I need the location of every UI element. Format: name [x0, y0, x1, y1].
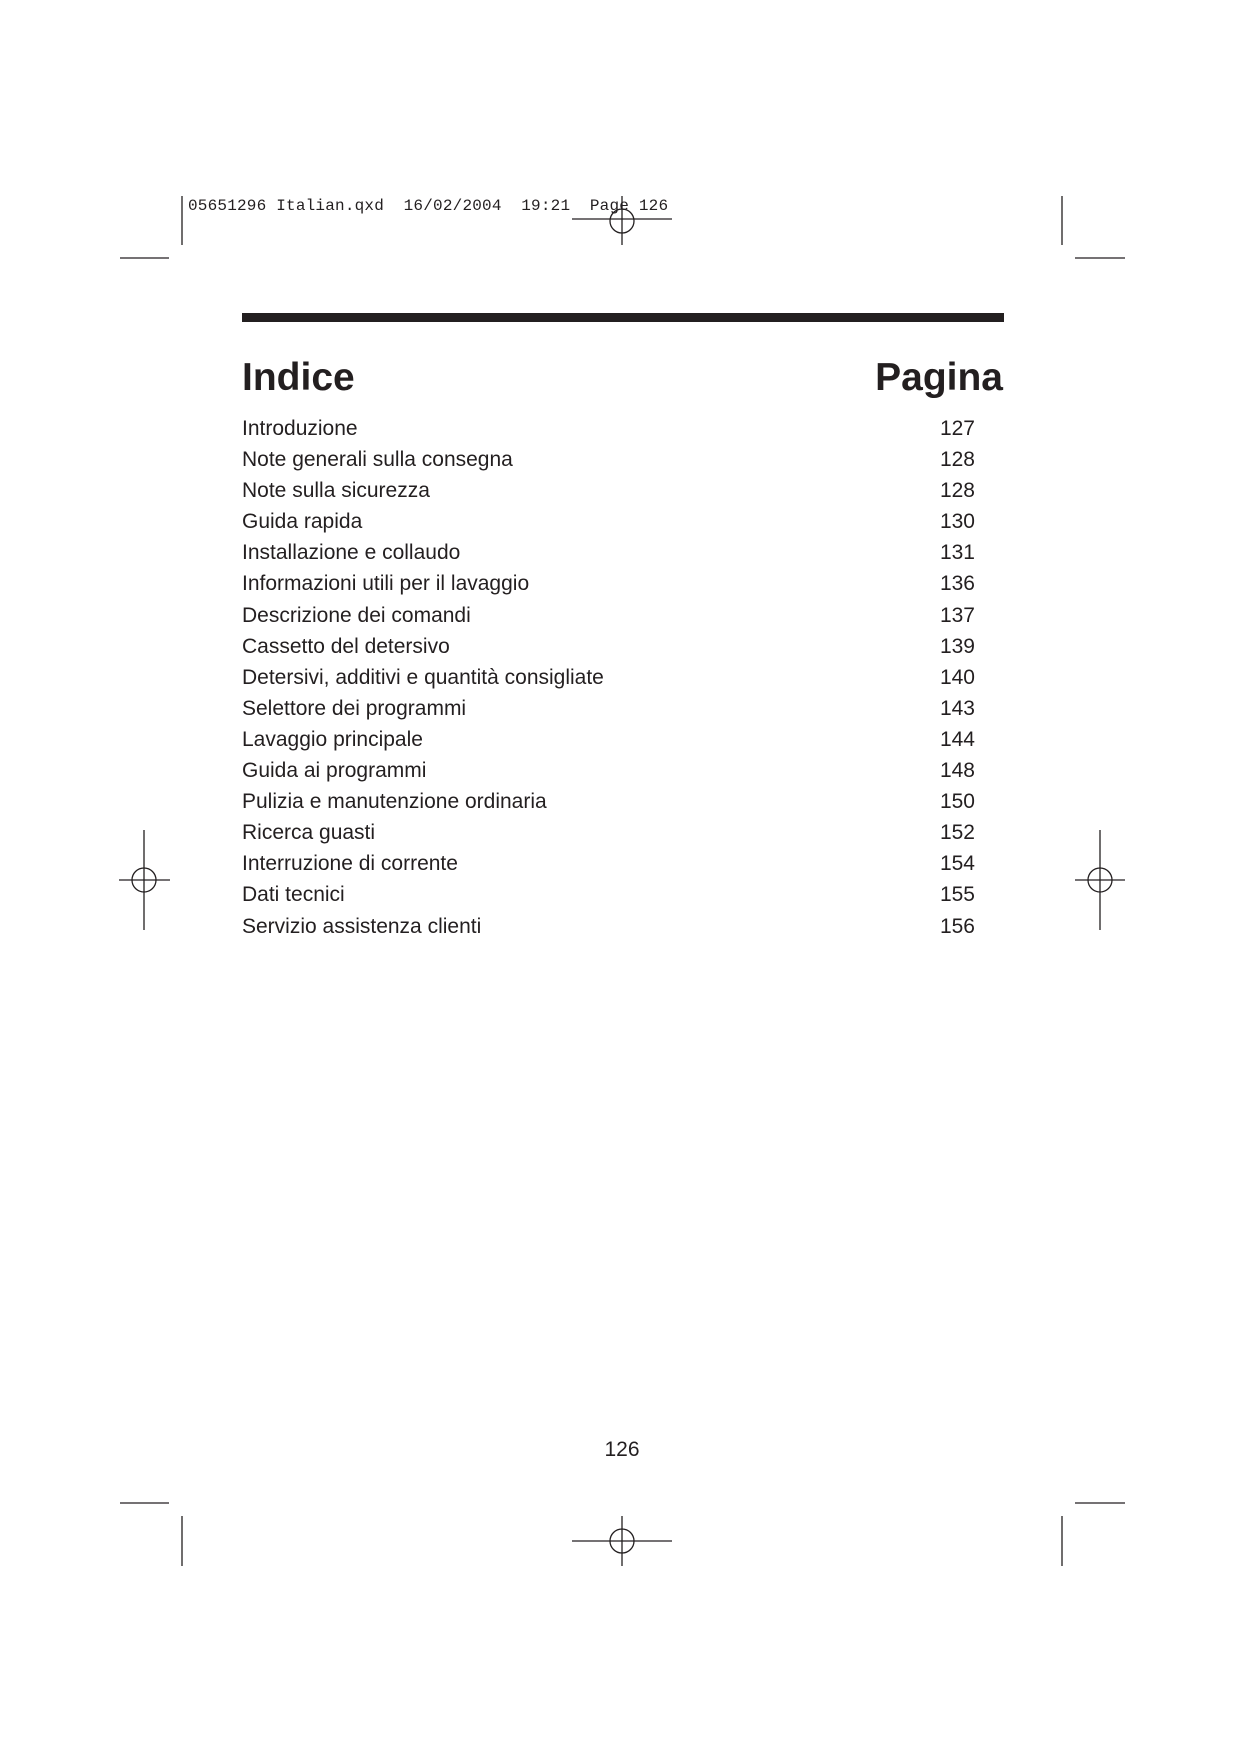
toc-entry-page: 127: [939, 417, 975, 440]
print-slug: 05651296 Italian.qxd 16/02/2004 19:21 Page 126: [188, 197, 669, 215]
toc-entry-page: 131: [939, 541, 975, 565]
toc-row: [242, 631, 975, 662]
toc-row: [242, 568, 975, 599]
toc-row: [242, 662, 975, 693]
toc-entry-title: Ricerca guasti: [242, 821, 376, 845]
toc-row: [242, 848, 975, 879]
toc-row: [242, 693, 975, 724]
toc-entry-title: Servizio assistenza clienti: [242, 914, 482, 938]
toc-row: [242, 911, 975, 942]
toc-entry-title: Dati tecnici: [242, 883, 345, 907]
toc-entry-page: 152: [939, 821, 975, 845]
toc-row: [242, 817, 975, 848]
toc-entry-page: 144: [939, 727, 975, 751]
toc-row: [242, 444, 975, 475]
toc-entry-title: Guida ai programmi: [242, 759, 427, 783]
toc-entry-page: 156: [939, 914, 975, 938]
toc-entry-title: Lavaggio principale: [242, 727, 423, 751]
toc-row: [242, 786, 975, 817]
toc-entry-page: 154: [939, 852, 975, 876]
toc-entry-title: Cassetto del detersivo: [242, 634, 450, 658]
toc-row: [242, 600, 975, 631]
toc-row: [242, 724, 975, 755]
toc-row: [242, 879, 975, 910]
toc-entry-title: Informazioni utili per il lavaggio: [242, 572, 530, 596]
toc-entry-page: 136: [939, 572, 975, 596]
toc-entry-page: 137: [939, 603, 975, 627]
toc-entry-title: Introduzione: [242, 417, 358, 440]
toc-entry-page: 150: [939, 790, 975, 814]
header-rule: [242, 313, 1004, 322]
toc-entry-title: Installazione e collaudo: [242, 541, 461, 565]
registration-mark-right: [1075, 830, 1125, 930]
toc-row: [242, 475, 975, 506]
table-of-contents: [242, 413, 975, 942]
index-heading: Indice: [242, 356, 355, 399]
page-column-heading: Pagina: [875, 356, 1003, 399]
toc-entry-page: 143: [939, 696, 975, 720]
toc-entry-title: Detersivi, additivi e quantità consigliate: [242, 665, 604, 689]
toc-entry-title: Descrizione dei comandi: [242, 603, 471, 627]
registration-mark-left: [119, 830, 170, 930]
toc-entry-page: 130: [939, 510, 975, 534]
toc-entry-page: 128: [939, 479, 975, 503]
toc-entry-title: Selettore dei programmi: [242, 696, 467, 720]
page-number: 126: [604, 1438, 640, 1461]
registration-mark-top: [572, 196, 672, 245]
toc-entry-page: 148: [939, 759, 975, 783]
toc-row: [242, 413, 975, 444]
toc-entry-title: Note sulla sicurezza: [242, 479, 430, 503]
toc-entry-page: 140: [939, 665, 975, 689]
toc-entry-page: 139: [939, 634, 975, 658]
toc-row: [242, 755, 975, 786]
registration-mark-bottom: [572, 1516, 672, 1566]
toc-entry-page: 155: [939, 883, 975, 907]
toc-row: [242, 537, 975, 568]
toc-entry-title: Note generali sulla consegna: [242, 448, 513, 472]
toc-entry-title: Guida rapida: [242, 510, 363, 534]
toc-entry-title: Pulizia e manutenzione ordinaria: [242, 790, 547, 814]
toc-entry-title: Interruzione di corrente: [242, 852, 458, 876]
toc-entry-page: 128: [939, 448, 975, 472]
toc-row: [242, 506, 975, 537]
